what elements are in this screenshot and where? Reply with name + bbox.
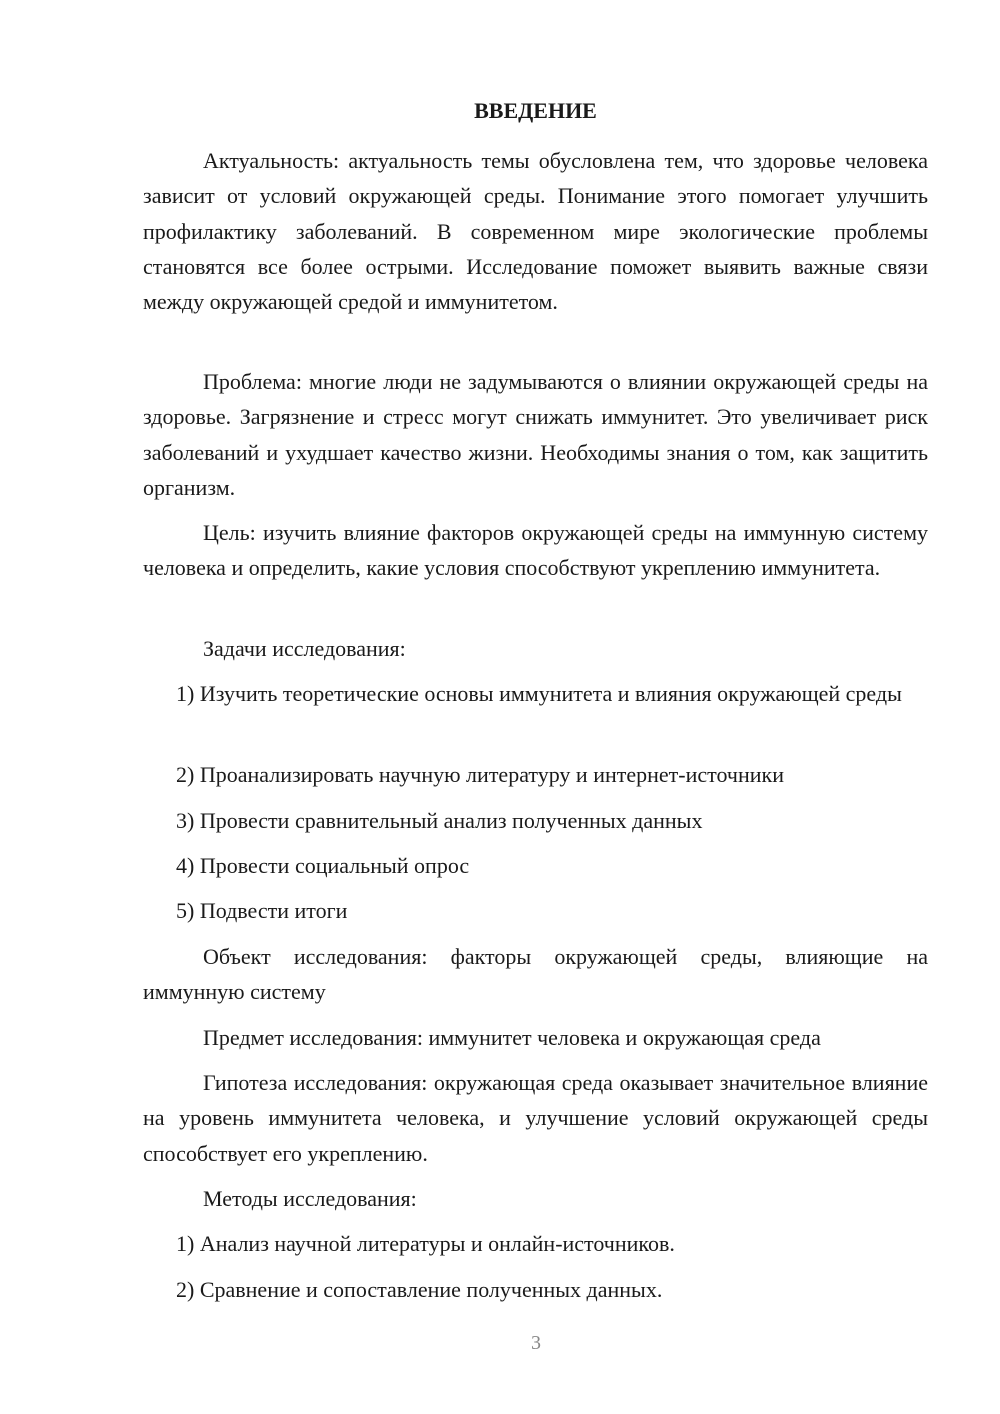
paragraph-object: Объект исследования: факторы окружающей среды, влияющие на иммунную систему [143, 944, 928, 1005]
section-title: ВВЕДЕНИЕ [474, 98, 597, 123]
paragraph-problem: Проблема: многие люди не задумываются о влиянии окружающей среды на здоровье. Загрязнение и стресс могут снижать иммунитет. Это увеличивает риск заболеваний и ухудшает качество жизни. Необходимы знания о том, как защитить организм. [143, 369, 928, 500]
paragraph-hypothesis: Гипотеза исследования: окружающая среда оказывает значительное влияние на уровень иммунитета человека, и улучшение условий окружающей среды способствует его укреплению. [143, 1070, 928, 1166]
paragraph-relevance: Актуальность: актуальность темы обусловлена тем, что здоровье человека зависит от условий окружающей среды. Понимание этого помогает улучшить профилактику заболеваний. В современном мире экологические проблемы становятся все более острыми. Исследование поможет выявить важные связи между окружающей средой и иммунитетом. [143, 148, 928, 315]
paragraph-subject: Предмет исследования: иммунитет человека и окружающая среда [203, 1025, 821, 1050]
task-item: 2) Проанализировать научную литературу и интернет-источники [176, 762, 784, 787]
task-item: 3) Провести сравнительный анализ полученных данных [176, 808, 703, 833]
task-item: 4) Провести социальный опрос [176, 853, 470, 878]
tasks-heading: Задачи исследования: [203, 636, 406, 661]
paragraph-goal: Цель: изучить влияние факторов окружающей среды на иммунную систему человека и определить, какие условия способствуют укреплению иммунитета. [143, 520, 928, 581]
method-item: 1) Анализ научной литературы и онлайн-источников. [176, 1231, 675, 1256]
task-item: 5) Подвести итоги [176, 898, 348, 923]
task-item: 1) Изучить теоретические основы иммунитета и влияния окружающей среды [176, 681, 902, 706]
page-number: 3 [531, 1332, 541, 1354]
method-item: 2) Сравнение и сопоставление полученных данных. [176, 1277, 663, 1302]
methods-heading: Методы исследования: [203, 1186, 417, 1211]
